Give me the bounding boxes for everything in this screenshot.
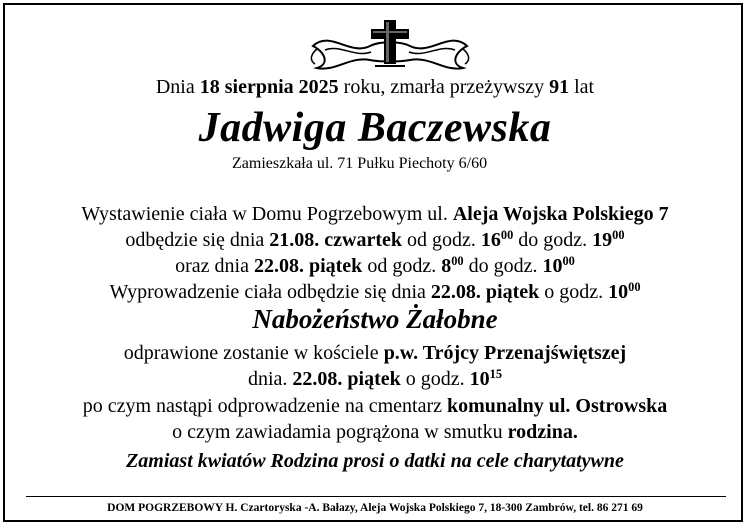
viewing-text: do godz. — [513, 229, 593, 251]
procession-text: o godz. — [539, 281, 609, 303]
viewing-text: od godz. — [362, 255, 442, 277]
procession-line — [0, 281, 750, 304]
intro-suffix: lat — [569, 76, 595, 98]
service-line-4 — [0, 421, 750, 444]
viewing-text: odbędzie się dnia — [125, 229, 270, 251]
service-heading: Nabożeństwo Żałobne — [252, 304, 498, 334]
hour: 10 — [469, 368, 490, 390]
deceased-name: Jadwiga Baczewska — [198, 105, 552, 151]
procession-text: Wyprowadzenie ciała odbędzie się dnia — [109, 281, 431, 303]
service-text: o godz. — [400, 368, 470, 390]
viewing-date: 22.08. piątek — [253, 255, 363, 277]
viewing-text: Wystawienie ciała w Domu Pogrzebowym ul. — [81, 203, 453, 225]
minutes: 15 — [489, 367, 503, 382]
viewing-line-1 — [0, 203, 750, 226]
intro-middle: roku, zmarła przeżywszy — [338, 76, 550, 98]
minutes: 00 — [612, 228, 625, 243]
service-text: odprawione zostanie w kościele — [123, 342, 384, 364]
viewing-text: oraz dnia — [175, 255, 254, 277]
viewing-text: od godz. — [402, 229, 481, 251]
viewing-line-3 — [0, 255, 750, 278]
minutes: 00 — [628, 280, 641, 295]
minutes: 00 — [500, 228, 514, 243]
death-announcement-line — [0, 76, 750, 99]
funeral-home-footer: DOM POGRZEBOWY H. Czartoryska -A. Bałazy, Aleja Wojska Polskiego 7, 18-300 Zambrów, tel. 86 271 69 — [107, 502, 643, 514]
address: Zamieszkała ul. 71 Pułku Piechoty 6/60 — [232, 155, 488, 172]
intro-prefix: Dnia — [155, 76, 200, 98]
viewing-date: 21.08. czwartek — [269, 229, 402, 251]
church-name: p.w. Trójcy Przenajświętszej — [383, 342, 627, 364]
hour: 8 — [441, 255, 452, 277]
procession-date: 22.08. piątek — [430, 281, 540, 303]
service-line-2 — [0, 368, 750, 391]
footer-divider — [26, 496, 726, 497]
viewing-text: do godz. — [463, 255, 543, 277]
service-text: po czym nastąpi odprowadzenie na cmentarz — [82, 395, 448, 417]
hour: 10 — [608, 281, 629, 303]
hour: 16 — [480, 229, 501, 251]
cemetery-name: komunalny ul. Ostrowska — [447, 395, 668, 417]
funeral-home-address: Aleja Wojska Polskiego 7 — [452, 203, 669, 225]
donation-request: Zamiast kwiatów Rodzina prosi o datki na cele charytatywne — [126, 450, 624, 472]
cross-with-ribbon-icon — [305, 16, 475, 74]
service-line-3 — [0, 395, 750, 418]
minutes: 00 — [451, 254, 464, 269]
service-text: o czym zawiadamia pogrążona w smutku — [172, 421, 508, 443]
family: rodzina. — [507, 421, 578, 443]
hour: 10 — [542, 255, 563, 277]
age: 91 — [549, 76, 570, 98]
service-line-1 — [0, 342, 750, 365]
death-date: 18 sierpnia 2025 — [199, 76, 339, 98]
hour: 19 — [592, 229, 613, 251]
service-text: dnia. — [247, 368, 293, 390]
service-date: 22.08. piątek — [292, 368, 401, 390]
minutes: 00 — [562, 254, 575, 269]
viewing-line-2 — [0, 229, 750, 252]
